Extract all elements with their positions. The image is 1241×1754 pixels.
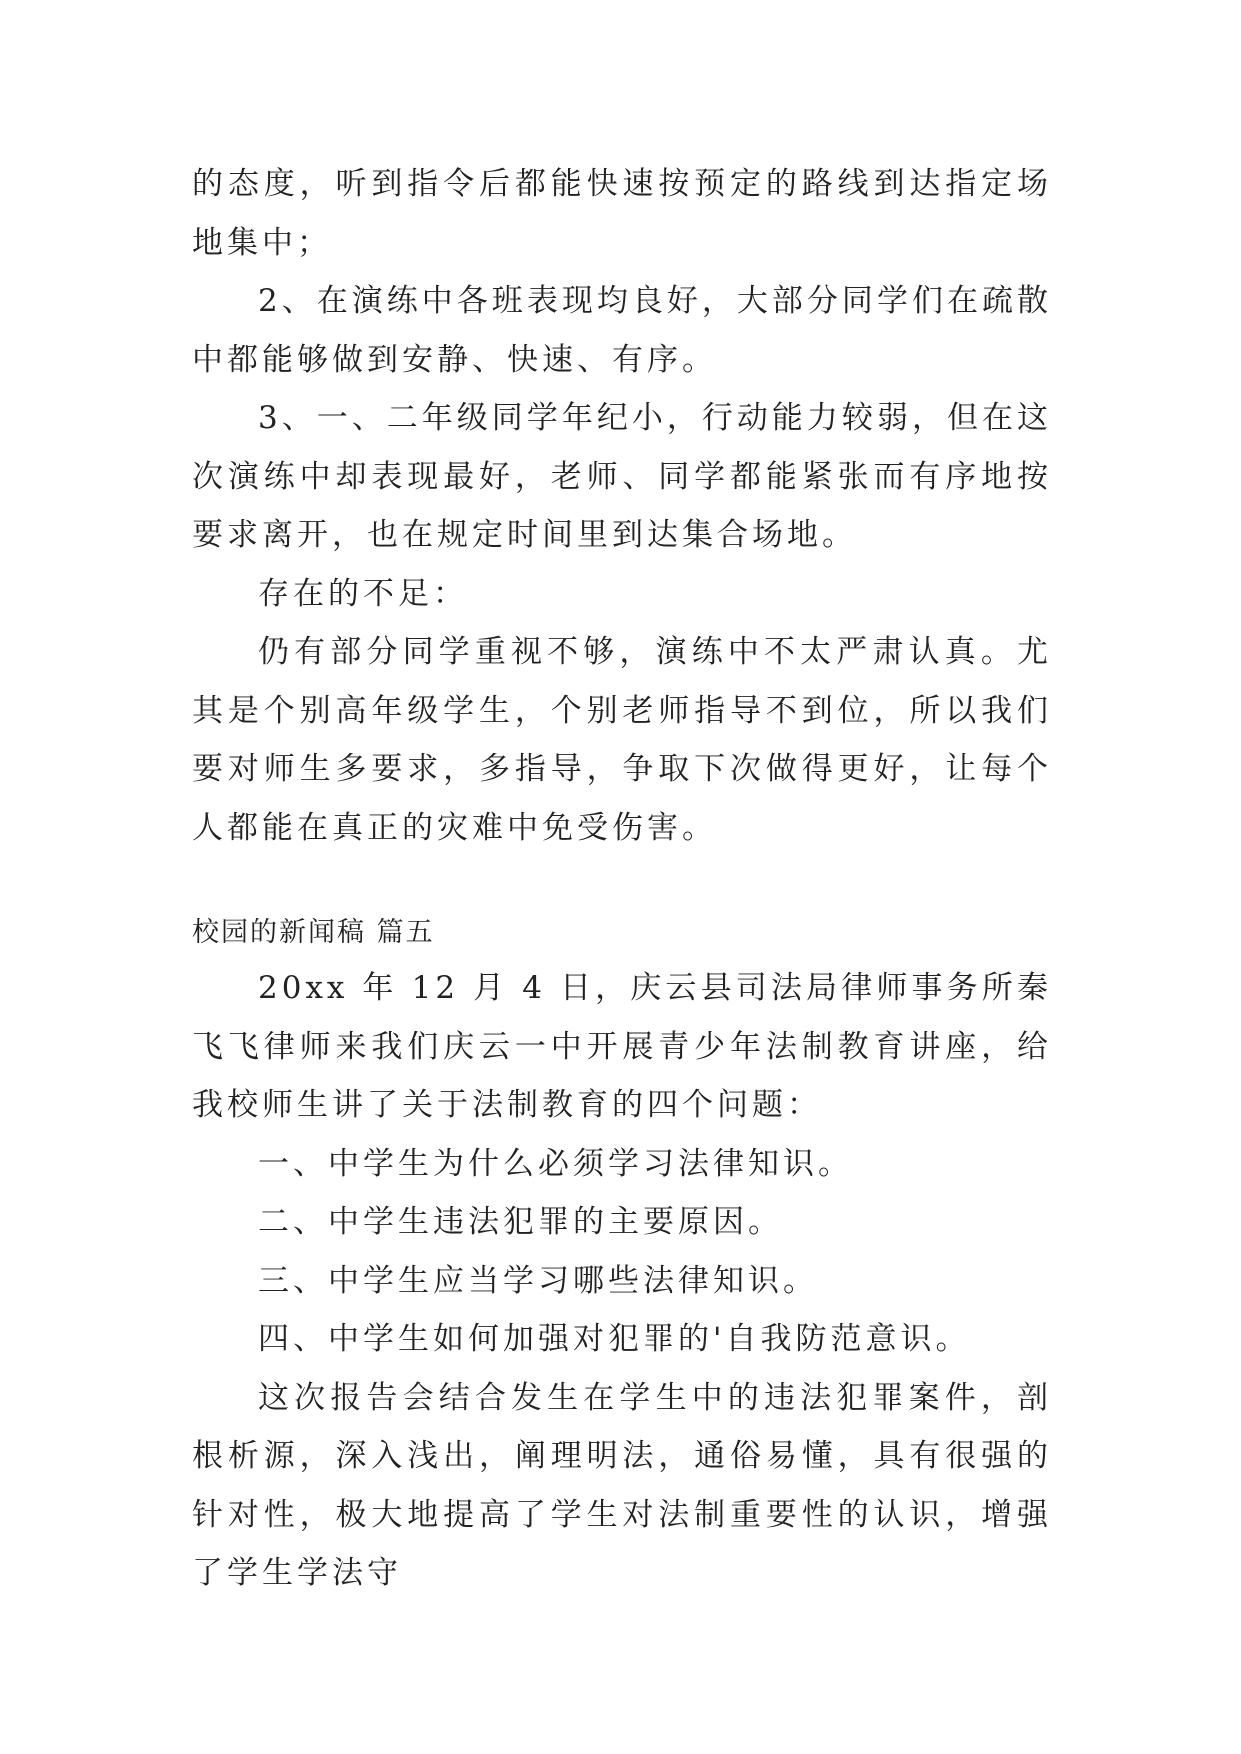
paragraph-item-3: 3、一、二年级同学年纪小，行动能力较弱，但在这次演练中却表现最好，老师、同学都能紧张而有序地按要求离开，也在规定时间里到达集合场地。	[192, 400, 1052, 553]
paragraph-shortcomings: 仍有部分同学重视不够，演练中不太严肃认真。尤其是个别高年级学生，个别老师指导不到位，所以我们要对师生多要求，多指导，争取下次做得更好，让每个人都能在真正的灾难中免受伤害。	[192, 634, 1052, 846]
paragraph-shortcomings-label: 存在的不足：	[258, 575, 468, 612]
document-body	[192, 155, 1052, 1603]
section-heading: 校园的新闻稿 篇五	[192, 917, 435, 948]
list-item-2: 二、中学生违法犯罪的主要原因。	[258, 1204, 783, 1240]
paragraph-item-2: 2、在演练中各班表现均良好，大部分同学们在疏散中都能够做到安静、快速、有序。	[192, 283, 1052, 378]
list-item-4: 四、中学生如何加强对犯罪的'自我防范意识。	[258, 1321, 971, 1357]
list-item-3: 三、中学生应当学习哪些法律知识。	[258, 1262, 818, 1299]
list-item-1: 一、中学生为什么必须学习法律知识。	[258, 1145, 853, 1182]
paragraph-summary: 这次报告会结合发生在学生中的违法犯罪案件，剖根析源，深入浅出，阐理明法，通俗易懂，具有很强的针对性，极大地提高了学生对法制重要性的认识，增强了学生学法守	[192, 1379, 1052, 1591]
paragraph-continuation: 的态度，听到指令后都能快速按预定的路线到达指定场地集中；	[192, 166, 1052, 261]
paragraph-intro: 20xx 年 12 月 4 日，庆云县司法局律师事务所秦飞飞律师来我们庆云一中开展青少年法制教育讲座，给我校师生讲了关于法制教育的四个问题：	[192, 970, 1052, 1123]
